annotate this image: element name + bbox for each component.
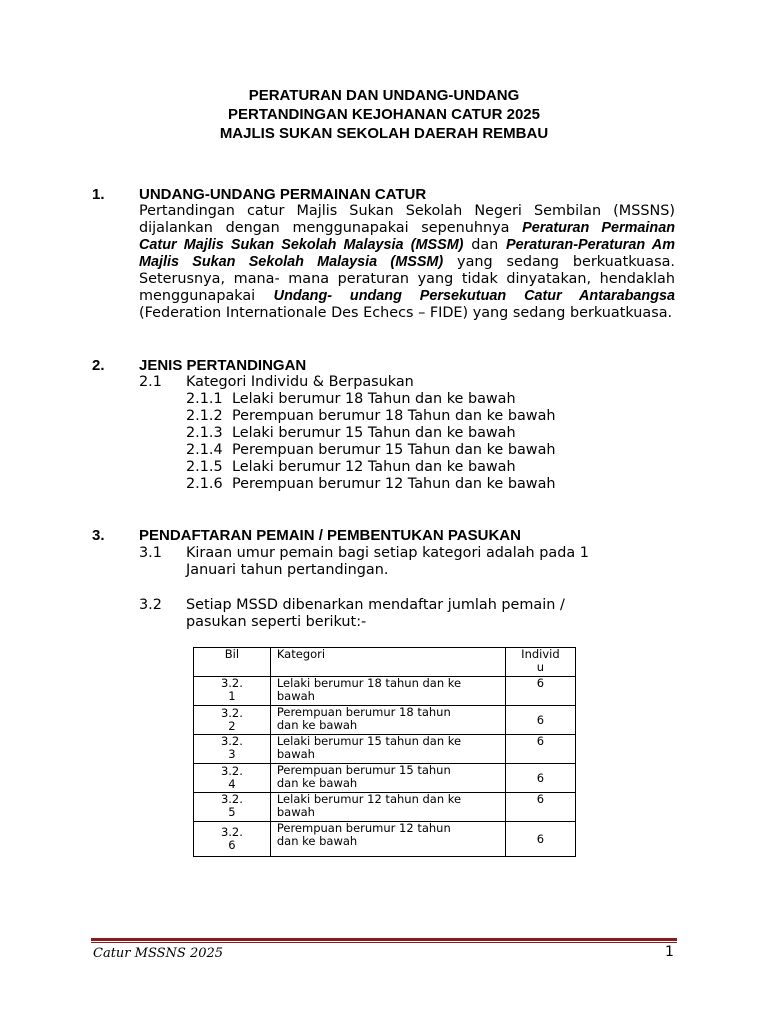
cell-bil-text: 3 xyxy=(228,747,236,761)
cell-kategori xyxy=(270,677,505,706)
subsection-3-2-line-1: Setiap MSSD dibenarkan mendaftar jumlah pemain / xyxy=(186,597,565,613)
paragraph-text: dan xyxy=(463,237,507,253)
cell-bil xyxy=(194,764,271,793)
cell-bil-text: 6 xyxy=(228,838,236,852)
section-1-number: 1. xyxy=(92,186,105,203)
cell-individu-text: 6 xyxy=(536,712,545,727)
cell-bil xyxy=(194,822,271,857)
cell-kategori-text: Perempuan berumur 12 tahun xyxy=(276,821,451,835)
cell-kategori-text: dan ke bawah xyxy=(276,834,358,848)
header-kategori-label: Kategori xyxy=(276,647,326,661)
cell-individu xyxy=(505,822,575,857)
list-item-number: 2.1.2 xyxy=(186,408,223,424)
category-table xyxy=(193,647,576,857)
subsection-3-2-number: 3.2 xyxy=(139,597,162,613)
cell-individu xyxy=(505,764,575,793)
paragraph-emphasis: Undang- undang Persekutuan Catur Antarabangsa xyxy=(273,288,676,304)
table-row xyxy=(194,735,576,764)
cell-bil-text: 3.2. xyxy=(220,676,243,690)
cell-kategori xyxy=(270,793,505,822)
table-header-row xyxy=(194,648,576,677)
list-item-label: Lelaki berumur 12 Tahun dan ke bawah xyxy=(232,459,516,475)
cell-bil-text: 2 xyxy=(228,719,236,733)
header-bil xyxy=(194,648,271,677)
subsection-3-1-line-2: Januari tahun pertandingan. xyxy=(186,562,389,578)
cell-bil-text: 3.2. xyxy=(220,706,243,720)
header-bil-label: Bil xyxy=(224,647,240,661)
section-1-heading: UNDANG-UNDANG PERMAINAN CATUR xyxy=(139,186,427,203)
subsection-2-1-label: Kategori Individu & Berpasukan xyxy=(186,374,414,390)
table-row xyxy=(194,706,576,735)
list-item-label: Lelaki berumur 15 Tahun dan ke bawah xyxy=(232,425,516,441)
list-item-number: 2.1.1 xyxy=(186,391,223,407)
cell-individu-text: 6 xyxy=(536,792,545,806)
footer-text: Catur MSSNS 2025 xyxy=(93,946,224,961)
subsection-3-1-line-1: Kiraan umur pemain bagi setiap kategori adalah pada 1 xyxy=(186,545,589,561)
cell-kategori-text: Perempuan berumur 18 tahun xyxy=(276,705,451,719)
cell-kategori xyxy=(270,735,505,764)
section-1-paragraph xyxy=(139,203,675,322)
cell-bil-text: 3.2. xyxy=(220,792,243,806)
page-number: 1 xyxy=(665,944,674,960)
cell-kategori-text: Lelaki berumur 15 tahun dan ke xyxy=(276,734,462,748)
cell-individu-text: 6 xyxy=(536,676,545,690)
cell-kategori-text: bawah xyxy=(276,747,315,761)
list-item-label: Perempuan berumur 12 Tahun dan ke bawah xyxy=(232,476,556,492)
cell-individu-text: 6 xyxy=(536,831,545,846)
subsection-3-1-number: 3.1 xyxy=(139,545,162,561)
header-individu-label: Individ xyxy=(521,647,560,661)
cell-kategori-text: dan ke bawah xyxy=(276,776,358,790)
cell-bil-text: 4 xyxy=(228,777,236,791)
cell-individu xyxy=(505,706,575,735)
cell-bil-text: 3.2. xyxy=(220,764,243,778)
header-individu xyxy=(505,648,575,677)
section-2-heading: JENIS PERTANDINGAN xyxy=(139,357,307,374)
cell-bil xyxy=(194,706,271,735)
cell-kategori-text: dan ke bawah xyxy=(276,718,358,732)
list-item-label: Perempuan berumur 18 Tahun dan ke bawah xyxy=(232,408,556,424)
cell-kategori xyxy=(270,706,505,735)
list-item-number: 2.1.3 xyxy=(186,425,223,441)
subsection-3-2-line-2: pasukan seperti berikut:- xyxy=(186,614,367,630)
section-3-number: 3. xyxy=(92,527,105,544)
section-2-number: 2. xyxy=(92,357,105,374)
cell-bil xyxy=(194,793,271,822)
list-item-number: 2.1.4 xyxy=(186,442,223,458)
cell-bil-text: 3.2. xyxy=(220,734,243,748)
cell-individu xyxy=(505,793,575,822)
table-row xyxy=(194,764,576,793)
cell-individu-text: 6 xyxy=(536,734,545,748)
list-item-label: Lelaki berumur 18 Tahun dan ke bawah xyxy=(232,391,516,407)
document-title-line-3: MAJLIS SUKAN SEKOLAH DAERAH REMBAU xyxy=(219,125,549,142)
cell-kategori-text: bawah xyxy=(276,689,315,703)
cell-bil xyxy=(194,735,271,764)
cell-kategori xyxy=(270,822,505,857)
cell-individu xyxy=(505,735,575,764)
section-3-heading: PENDAFTARAN PEMAIN / PEMBENTUKAN PASUKAN xyxy=(139,527,521,544)
footer-rule-thin xyxy=(91,942,677,943)
paragraph-emphasis: Peraturan-Peraturan Am Majlis Sukan Sekolah Malaysia (MSSM) xyxy=(139,237,675,270)
list-item-number: 2.1.5 xyxy=(186,459,223,475)
cell-kategori-text: bawah xyxy=(276,805,315,819)
cell-bil-text: 5 xyxy=(228,805,236,819)
paragraph-text: (Federation Internationale Des Echecs – FIDE) yang sedang berkuatkuasa. xyxy=(139,305,673,321)
cell-kategori-text: Lelaki berumur 18 tahun dan ke xyxy=(276,676,462,690)
list-item-label: Perempuan berumur 15 Tahun dan ke bawah xyxy=(232,442,556,458)
cell-individu-text: 6 xyxy=(536,770,545,785)
paragraph-text: Pertandingan catur Majlis Sukan Sekolah Negeri Sembilan (MSSNS) dijalankan dengan menggunapakai sepenuhnya xyxy=(139,203,675,236)
table-row xyxy=(194,822,576,857)
subsection-2-1-number: 2.1 xyxy=(139,374,162,390)
list-item-number: 2.1.6 xyxy=(186,476,223,492)
header-individu-label-wrap: u xyxy=(536,660,545,674)
table-row xyxy=(194,793,576,822)
document-title-line-1: PERATURAN DAN UNDANG-UNDANG xyxy=(248,87,520,104)
cell-kategori-text: Perempuan berumur 15 tahun xyxy=(276,763,451,777)
cell-bil-text: 3.2. xyxy=(220,825,243,839)
cell-bil xyxy=(194,677,271,706)
cell-individu xyxy=(505,677,575,706)
footer-rule xyxy=(91,938,677,941)
document-title-line-2: PERTANDINGAN KEJOHANAN CATUR 2025 xyxy=(228,106,540,123)
cell-bil-text: 1 xyxy=(228,689,236,703)
cell-kategori-text: Lelaki berumur 12 tahun dan ke xyxy=(276,792,462,806)
paragraph-text: yang sedang berkuatkuasa. Seterusnya, mana- mana peraturan yang tidak dinyatakan, hendaklah menggunapakai xyxy=(139,254,675,304)
header-kategori xyxy=(270,648,505,677)
paragraph-emphasis: Peraturan Permainan Catur Majlis Sukan Sekolah Malaysia (MSSM) xyxy=(139,220,676,253)
table-row xyxy=(194,677,576,706)
cell-kategori xyxy=(270,764,505,793)
